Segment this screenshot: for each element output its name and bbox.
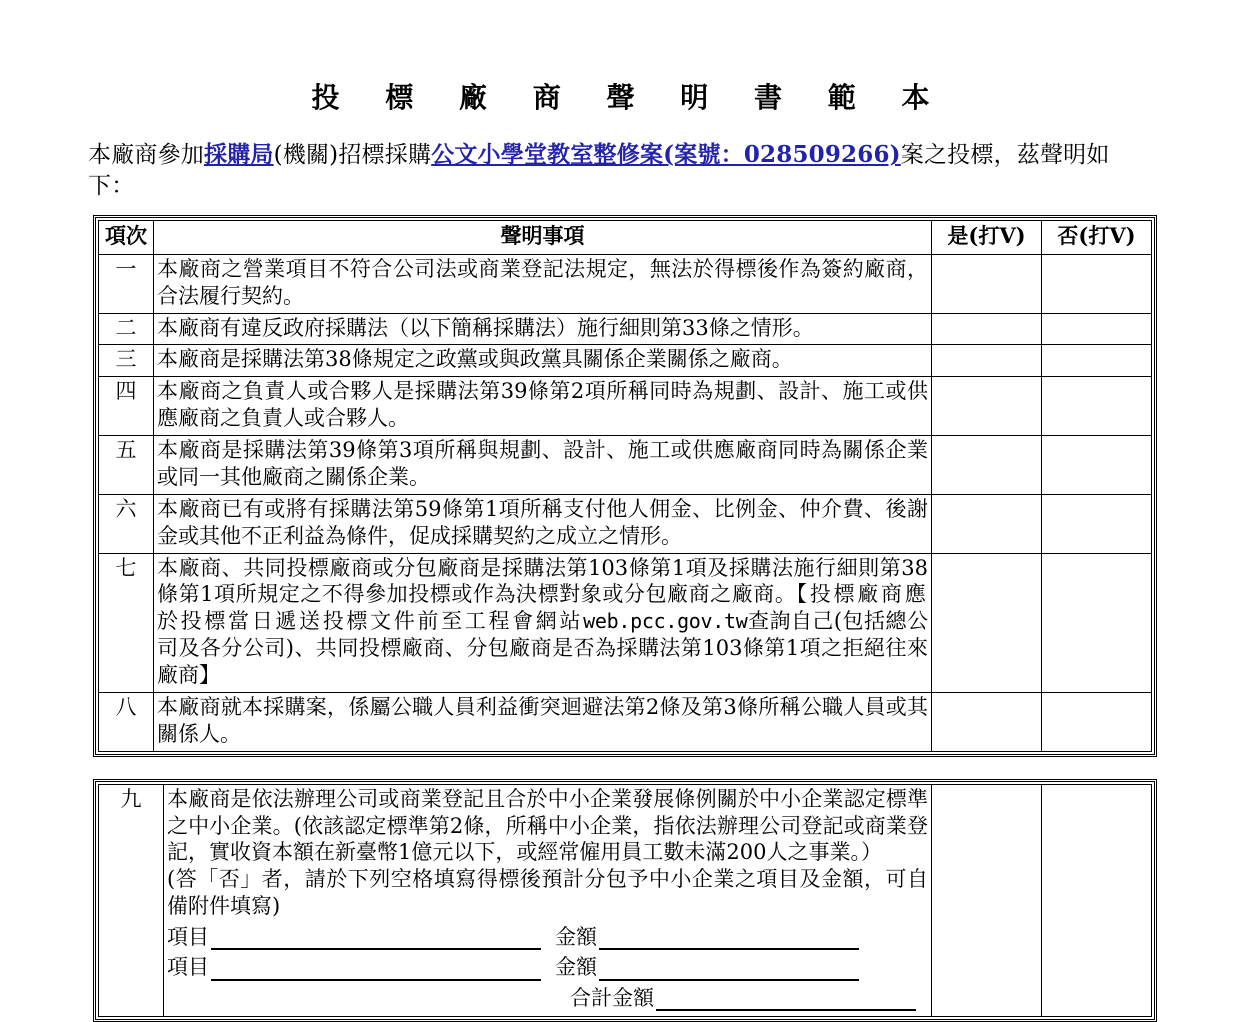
row-declaration-text <box>154 553 932 692</box>
item-input-2[interactable] <box>211 956 541 981</box>
row-yes-checkbox[interactable] <box>932 377 1042 436</box>
row-number: 八 <box>99 692 154 751</box>
table-row <box>99 553 1152 692</box>
row-declaration-text <box>164 784 932 1017</box>
fill-row-total <box>167 983 928 1013</box>
item-input-1[interactable] <box>211 925 541 950</box>
table-row <box>99 377 1152 436</box>
row-yes-checkbox[interactable] <box>932 692 1042 751</box>
row-yes-checkbox[interactable] <box>932 553 1042 692</box>
declaration-table-1 <box>98 220 1152 752</box>
header-no: 否(打V) <box>1042 220 1152 254</box>
intro-text-part2: (機關)招標採購 <box>273 142 432 169</box>
header-yes: 是(打V) <box>932 220 1042 254</box>
row-number: 六 <box>99 494 154 553</box>
row-no-checkbox[interactable] <box>1042 377 1152 436</box>
row-yes-checkbox[interactable] <box>932 784 1042 1017</box>
row-yes-checkbox[interactable] <box>932 494 1042 553</box>
declaration-table-2-wrapper <box>93 779 1157 1022</box>
row-no-checkbox[interactable] <box>1042 784 1152 1017</box>
row-no-checkbox[interactable] <box>1042 553 1152 692</box>
total-amount-label: 合計金額 <box>570 985 654 1010</box>
intro-text-part3: 案之投標，茲聲明如下： <box>88 142 1110 199</box>
row-no-checkbox[interactable] <box>1042 436 1152 495</box>
sme-definition-paragraph: 本廠商是依法辦理公司或商業登記且合於中小企業發展條例關於中小企業認定標準之中小企業。(依該認定標準第2條，所稱中小企業，指依法辦理公司登記或商業登記，實收資本額在新臺幣1億元以下，或經常僱用員工數未滿200人之事業。） <box>167 786 928 865</box>
row-number: 五 <box>99 436 154 495</box>
project-link[interactable]: 公文小學堂教室整修案(案號：028509266) <box>431 141 901 169</box>
row-yes-checkbox[interactable] <box>932 345 1042 377</box>
amount-label-1: 金額 <box>555 925 597 950</box>
total-amount-input[interactable] <box>656 986 916 1011</box>
row-declaration-text: 本廠商之負責人或合夥人是採購法第39條第2項所稱同時為規劃、設計、施工或供應廠商之負責人或合夥人。 <box>154 377 932 436</box>
row-declaration-text: 本廠商之營業項目不符合公司法或商業登記法規定，無法於得標後作為簽約廠商，合法履行契約。 <box>154 254 932 313</box>
row-yes-checkbox[interactable] <box>932 313 1042 345</box>
fill-row-2 <box>167 952 928 982</box>
row-number: 三 <box>99 345 154 377</box>
table-row <box>99 784 1152 1017</box>
row-7-text-c: 查詢自己(包括總公司及各分公司)、共同投標廠商、分包廠商是否為採購法第103條第1項之拒絕往來廠商】 <box>157 609 928 688</box>
subcontract-fill-block <box>167 922 928 1013</box>
intro-paragraph <box>88 140 1155 201</box>
row-no-checkbox[interactable] <box>1042 494 1152 553</box>
row-number: 四 <box>99 377 154 436</box>
row-no-checkbox[interactable] <box>1042 345 1152 377</box>
row-number: 九 <box>99 784 164 1017</box>
declaration-table-2 <box>98 784 1152 1018</box>
row-number: 二 <box>99 313 154 345</box>
row-7-text-a: 本廠商、共同投標廠商或分包廠商是採購法第103條第1項及採購法施行細則第38條第1項所規定之不得參加投標或作為決標對象或分包廠商之廠商。 <box>157 555 928 607</box>
row-number: 一 <box>99 254 154 313</box>
row-no-checkbox[interactable] <box>1042 313 1152 345</box>
row-yes-checkbox[interactable] <box>932 254 1042 313</box>
table-row <box>99 436 1152 495</box>
row-number: 七 <box>99 553 154 692</box>
header-item-number: 項次 <box>99 220 154 254</box>
row-7-text-b: 【投標廠商應於投標當日遞送投標文件前至工程會網站 <box>157 582 929 634</box>
declaration-table-1-wrapper <box>93 215 1157 757</box>
table-row <box>99 494 1152 553</box>
amount-input-1[interactable] <box>599 925 859 950</box>
table-row <box>99 692 1152 751</box>
amount-label-2: 金額 <box>555 955 597 980</box>
amount-input-2[interactable] <box>599 956 859 981</box>
row-declaration-text: 本廠商是採購法第38條規定之政黨或與政黨具關係企業關係之廠商。 <box>154 345 932 377</box>
row-no-checkbox[interactable] <box>1042 254 1152 313</box>
fill-row-1 <box>167 922 928 952</box>
row-declaration-text: 本廠商有違反政府採購法（以下簡稱採購法）施行細則第33條之情形。 <box>154 313 932 345</box>
row-no-checkbox[interactable] <box>1042 692 1152 751</box>
row-declaration-text: 本廠商是採購法第39條第3項所稱與規劃、設計、施工或供應廠商同時為關係企業或同一其他廠商之關係企業。 <box>154 436 932 495</box>
table-row <box>99 313 1152 345</box>
row-declaration-text: 本廠商已有或將有採購法第59條第1項所稱支付他人佣金、比例金、仲介費、後謝金或其他不正利益為條件，促成採購契約之成立之情形。 <box>154 494 932 553</box>
page-title: 投 標 廠 商 聲 明 書 範 本 <box>311 81 948 114</box>
pcc-website-url: web.pcc.gov.tw <box>583 609 748 634</box>
subcontract-instruction-paragraph: (答「否」者，請於下列空格填寫得標後預計分包予中小企業之項目及金額，可自備附件填寫) <box>167 867 928 919</box>
intro-text-part1: 本廠商參加 <box>88 142 204 169</box>
row-yes-checkbox[interactable] <box>932 436 1042 495</box>
row-declaration-text: 本廠商就本採購案，係屬公職人員利益衝突迴避法第2條及第3條所稱公職人員或其關係人。 <box>154 692 932 751</box>
header-declaration: 聲明事項 <box>154 220 932 254</box>
item-label-2: 項目 <box>167 955 209 980</box>
table-row <box>99 345 1152 377</box>
table-row <box>99 254 1152 313</box>
agency-link[interactable]: 採購局 <box>204 141 274 169</box>
item-label-1: 項目 <box>167 925 209 950</box>
table-header-row <box>99 220 1152 254</box>
